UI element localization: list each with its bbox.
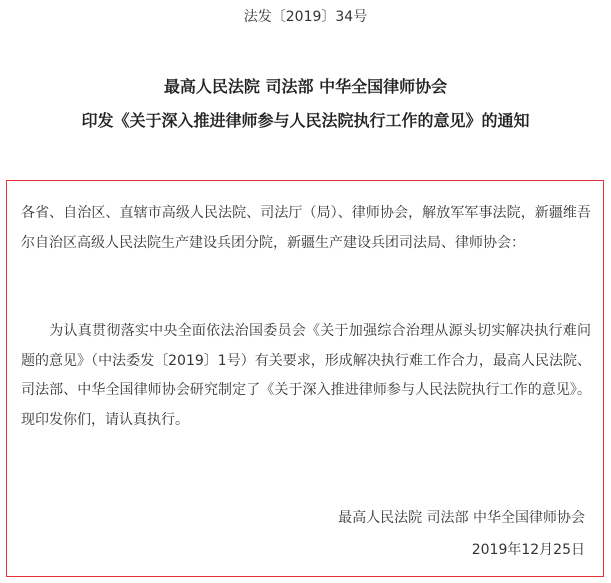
signature-date: 2019年12月25日: [471, 542, 585, 558]
addressees-paragraph: 各省、自治区、直辖市高级人民法院、司法厅（局）、律师协会，解放军军事法院，新疆维吾尔自治区高级人民法院生产建设兵团分院，新疆生产建设兵团司法局、律师协会：: [21, 205, 591, 251]
signature-organizations: 最高人民法院 司法部 中华全国律师协会: [338, 510, 585, 526]
content-frame: [6, 180, 604, 577]
body-paragraph-wrapper: [21, 317, 591, 435]
document-number: 法发〔2019〕34号: [243, 9, 368, 25]
body-paragraph: 为认真贯彻落实中央全面依法治国委员会《关于加强综合治理从源头切实解决执行难问题的意见》（中法委发〔2019〕1号）有关要求，形成解决执行难工作合力，最高人民法院、司法部、中华全国律师协会研究制定了《关于深入推进律师参与人民法院执行工作的意见》。现印发你们，请认真执行。: [21, 323, 591, 428]
title-line-1: 最高人民法院 司法部 中华全国律师协会: [163, 77, 448, 96]
title-line-2: 印发《关于深入推进律师参与人民法院执行工作的意见》的通知: [81, 111, 530, 130]
